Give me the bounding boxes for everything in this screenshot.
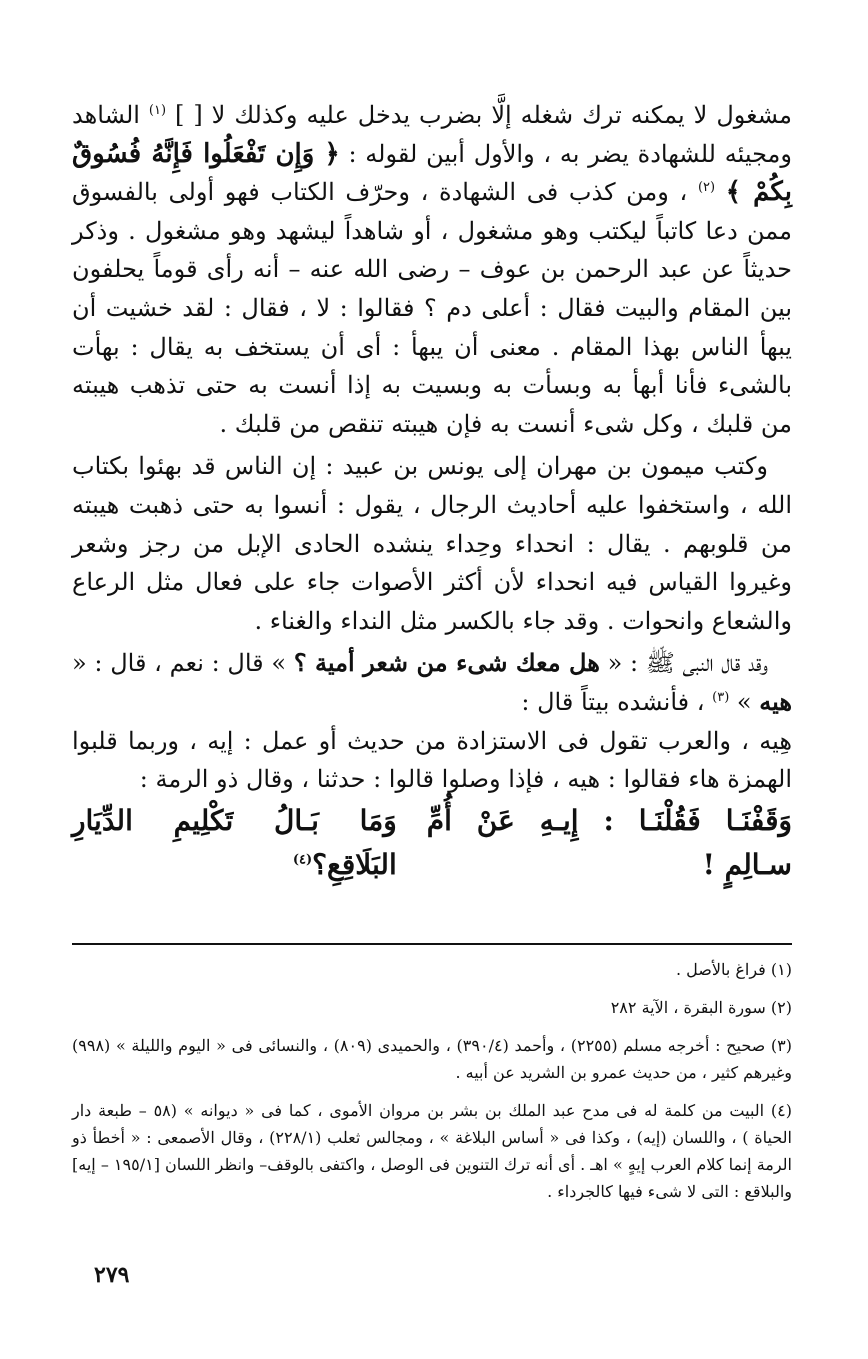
paragraph-1-part-c: ، ومن كذب فى الشهادة ، وحرّف الكتاب فهو أولى بالفسوق ممن دعا كاتباً ليكتب وهو مشغول ، أو شاهداً ليشهد وهو مشغول . وذكر حديثاً عن عبد الرحمن بن عوف – رضى الله عنه – أنه رأى قوماً يحلفون بين المقام والبيت فقال : أعلى دم ؟ فقالوا : لا ، فقال : لقد خشيت أن يبهأ الناس بهذا المقام . معنى أن يبهأ : أى أن يستخف به يقال : بهأت بالشىء فأنا أبهأ به وبسأت به وبسيت به إذا أنست به حتى تذهب هيبته من قلبك ، وكل شىء أنست به فإن هيبته تنقص من قلبك .	[72, 178, 792, 438]
paragraph-1	[72, 96, 792, 443]
paragraph-3-part-b: » قال : نعم ، قال : «	[72, 649, 294, 678]
paragraph-3	[72, 644, 792, 721]
main-text	[72, 96, 792, 887]
poem-verse	[72, 799, 792, 887]
footnotes	[72, 956, 792, 1216]
paragraph-3-part-c: »	[729, 687, 760, 716]
verse-second-hemistich-text: وَمَا بَـالُ تَكْلِيمِ الدِّيَارِ البَلَاقِعِ؟	[72, 803, 397, 881]
verse-second-hemistich	[72, 799, 397, 887]
quran-verse: ﴿ وَإِن تَفْعَلُوا فَإِنَّهُ فُسُوقٌ بِكُمْ ﴾	[72, 138, 793, 208]
footnote-3: (٣) صحيح : أخرجه مسلم (٢٢٥٥) ، وأحمد (٣٩٠/٤) ، والحميدى (٨٠٩) ، والنسائى فى « اليوم والليلة » (٩٩٨) وغيرهم كثير ، من حديث عمرو بن الشريد عن أبيه .	[72, 1036, 793, 1082]
footnote-ref-3: (٣)	[712, 689, 730, 705]
paragraph-1-part-a: مشغول لا يمكنه ترك شغله إلَّا بضرب يدخل عليه وكذلك لا [ ]	[166, 101, 792, 129]
footnote-ref-1: (١)	[148, 103, 167, 118]
paragraph-3-part-a: وقد قال النبى ﷺ : «	[599, 649, 769, 678]
footnote-ref-4: (٤)	[292, 852, 313, 868]
hadith-quote: هل معك شىء من شعر أمية ؟	[293, 648, 600, 678]
paragraph-2: وكتب ميمون بن مهران إلى يونس بن عبيد : إن الناس قد بهئوا بكتاب الله ، واستخفوا عليه أحاديث الرجال ، يقول : أنسوا به حتى ذهبت هيبته من قلوبهم . يقال : انحداء وحِداء ينشده الحادى الإبل من رجز وشعر وغيروا القياس فيه انحداء لأن أكثر الأصوات جاء على فعال مثل الرعاع والشعاع وانحوات . وقد جاء بالكسر مثل النداء والغناء .	[72, 452, 792, 635]
footnote-2: (٢) سورة البقرة ، الآية ٢٨٢	[610, 998, 792, 1017]
paragraph-4: هِيه ، والعرب تقول فى الاستزادة من حديث أو عمل : إيه ، وربما قلبوا الهمزة هاء فقالوا : هيه ، فإذا وصلوا قالوا : حدثنا ، وقال ذو الرمة :	[72, 726, 792, 794]
footnote-divider	[72, 943, 792, 945]
paragraph-3-part-d: ، فأنشده بيتاً قال :	[521, 687, 713, 716]
footnote-ref-2: (٢)	[697, 180, 716, 196]
footnote-4: (٤) البيت من كلمة له فى مدح عبد الملك بن بشر بن مروان الأموى ، كما فى « ديوانه » (٥٨ – طبعة دار الحياة ) ، واللسان (إيه) ، وكذا فى « أساس البلاغة » ، ومجالس ثعلب (٢٢٨/١) ، وقال الأصمعى : « أخطأ ذو الرمة إنما كلام العرب إيهٍ » اهـ . أى أنه ترك التنوين فى الوصل ، واكتفى بالوقف– وانظر اللسان [١٩٥/١ – إيه] والبلاقع : التى لا شىء فيها كالجرداء .	[72, 1101, 793, 1201]
heeh-word: هيه	[759, 686, 792, 716]
page-number: ٢٧٩	[94, 1262, 130, 1288]
footnote-1: (١) فراغ بالأصل .	[675, 960, 792, 979]
paragraph-1-part-b: الشاهد ومجيئه للشهادة يضر به ، والأول أبين لقوله :	[72, 101, 793, 168]
verse-first-hemistich: وَقَفْنَـا فَقُلْنَـا : إِيـهِ عَنْ أُمِّ سـالِمٍ !	[426, 803, 792, 881]
